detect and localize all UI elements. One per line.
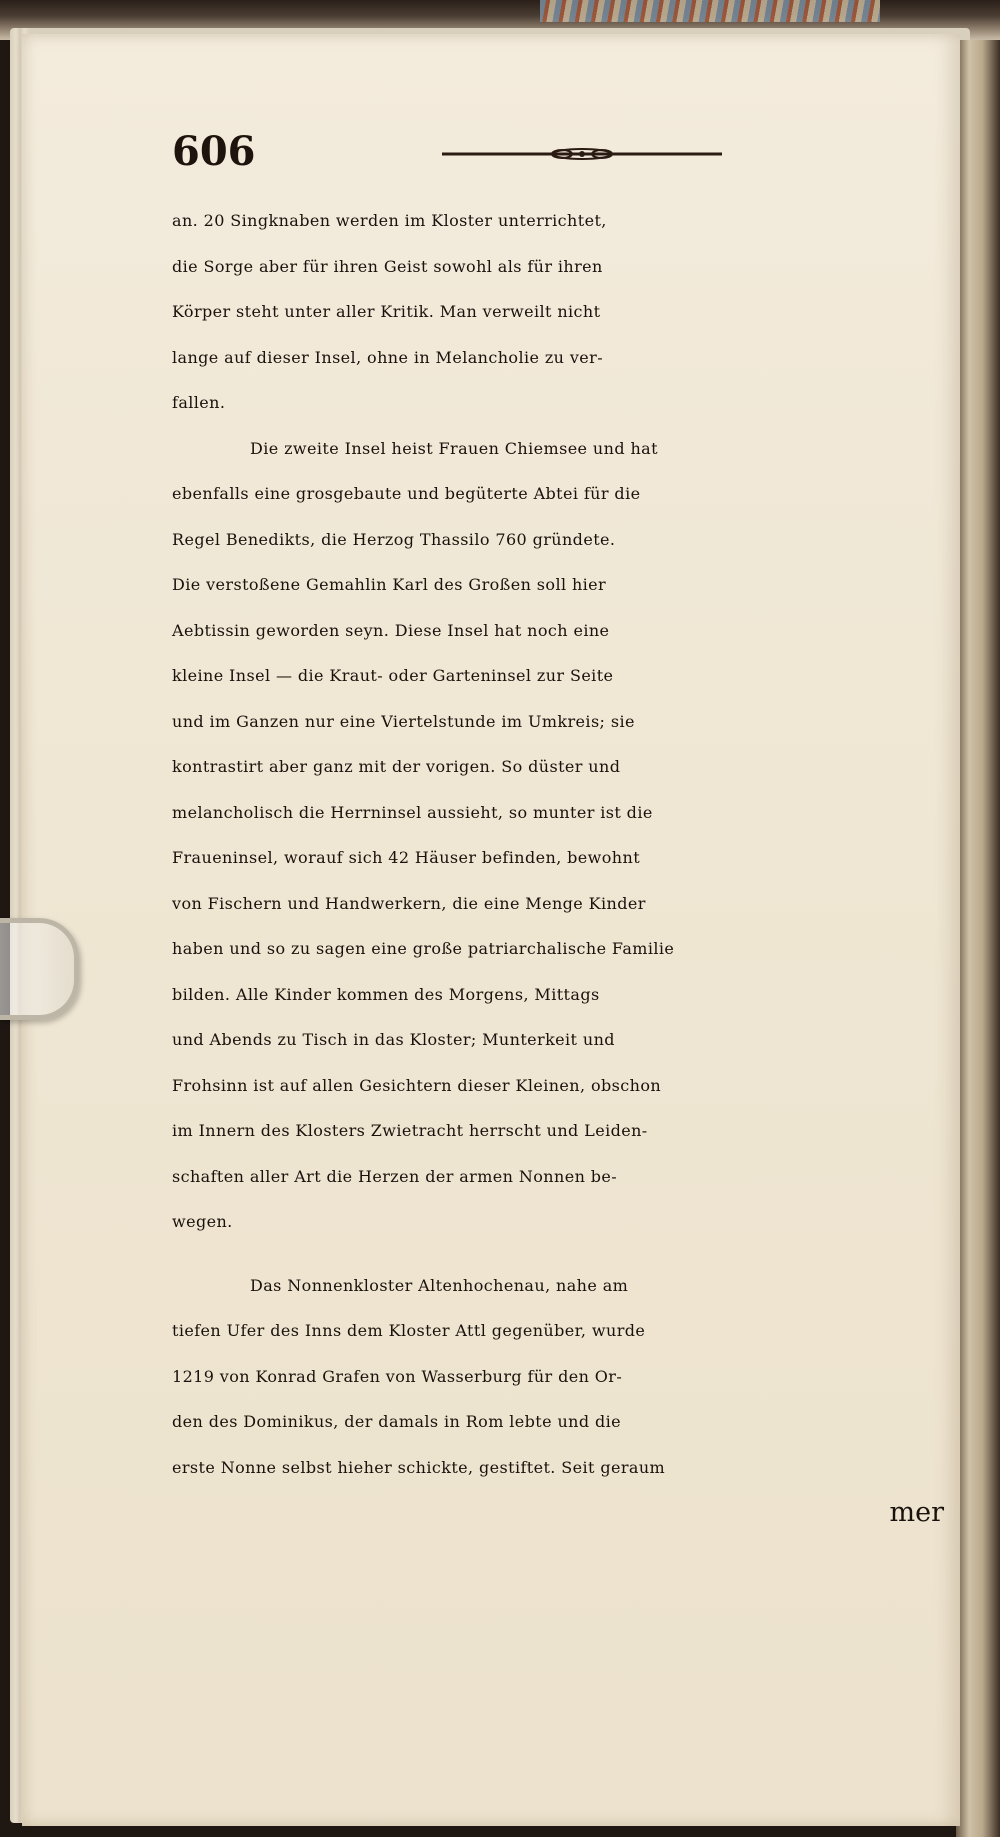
text-line: wegen.: [172, 1212, 233, 1231]
text-line: kontrastirt aber ganz mit der vorigen. So düster und: [172, 757, 621, 776]
text-line: tiefen Ufer des Inns dem Kloster Attl gegenüber, wurde: [172, 1321, 646, 1340]
text-line: und Abends zu Tisch in das Kloster; Munterkeit und: [172, 1030, 615, 1049]
text-line: fallen.: [172, 393, 226, 412]
text-line: an. 20 Singknaben werden im Kloster unterrichtet,: [172, 211, 607, 230]
text-line: im Innern des Klosters Zwietracht herrscht und Leiden-: [172, 1121, 648, 1140]
text-line: ebenfalls eine grosgebaute und begüterte Abtei für die: [172, 484, 641, 503]
paragraph-start-line: Die zweite Insel heist Frauen Chiemsee und hat: [250, 438, 658, 458]
text-line: Fraueninsel, worauf sich 42 Häuser befinden, bewohnt: [172, 848, 641, 867]
text-line: Aebtissin geworden seyn. Diese Insel hat noch eine: [172, 620, 610, 640]
text-line: erste Nonne selbst hieher schickte, gestiftet. Seit geraum: [172, 1457, 666, 1477]
text-line: Die verstoßene Gemahlin Karl des Großen soll hier: [172, 575, 607, 594]
text-line: von Fischern und Handwerkern, die eine Menge Kinder: [172, 893, 646, 913]
text-line: Körper steht unter aller Kritik. Man verweilt nicht: [172, 302, 601, 321]
text-line: Frohsinn ist auf allen Gesichtern dieser Kleinen, obschon: [172, 1075, 662, 1095]
catchword: mer: [889, 1497, 944, 1528]
text-line: Regel Benedikts, die Herzog Thassilo 760 gründete.: [172, 529, 616, 549]
text-line: die Sorge aber für ihren Geist sowohl als für ihren: [172, 256, 603, 276]
text-line: haben und so zu sagen eine große patriarchalische Familie: [172, 939, 675, 958]
bookmark-clip: [0, 918, 79, 1020]
text-line: schaften aller Art die Herzen der armen Nonnen be-: [172, 1166, 618, 1186]
page-number: 606: [172, 128, 256, 175]
text-line: 1219 von Konrad Grafen von Wasserburg für den Or-: [172, 1366, 623, 1386]
page-header: [172, 128, 732, 175]
book-fore-edge: [956, 40, 1000, 1837]
marbled-edge: [540, 0, 880, 22]
text-line: lange auf dieser Insel, ohne in Melancholie zu ver-: [172, 347, 604, 367]
text-line: und im Ganzen nur eine Viertelstunde im Umkreis; sie: [172, 711, 635, 731]
text-line: den des Dominikus, der damals in Rom lebte und die: [172, 1412, 622, 1431]
text-line: melancholisch die Herrninsel aussieht, so munter ist die: [172, 802, 653, 822]
paragraph-start-line: Das Nonnenkloster Altenhochenau, nahe am: [250, 1275, 629, 1295]
header-ornament-icon: [442, 148, 722, 160]
body-text: [172, 198, 952, 1535]
text-line: bilden. Alle Kinder kommen des Morgens, Mittags: [172, 984, 600, 1004]
text-line: kleine Insel — die Kraut- oder Garteninsel zur Seite: [172, 666, 614, 685]
